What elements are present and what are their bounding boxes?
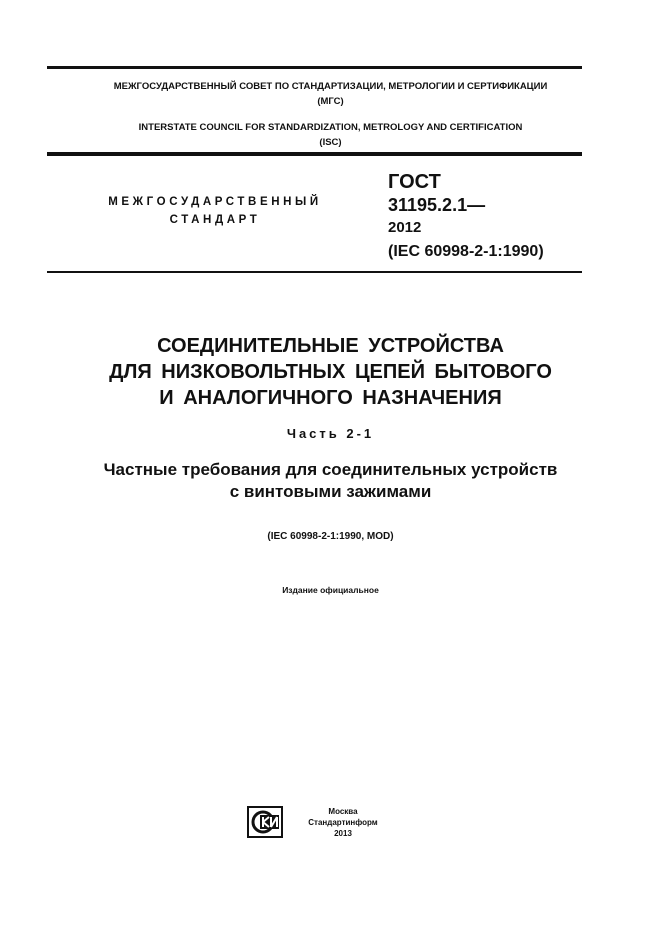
iec-mod-reference: (IEC 60998-2-1:1990, MOD) (267, 531, 394, 542)
publisher-name: Стандартинформ (308, 818, 378, 827)
standartinform-logo (247, 806, 283, 838)
council-en-abbr: (ISC) (319, 137, 342, 148)
standard-type-line1: МЕЖГОСУДАРСТВЕННЫЙ (108, 196, 322, 208)
gost-iec-reference: (IEC 60998-2-1:1990) (388, 243, 544, 260)
designation-rule (47, 271, 582, 273)
header-rule (47, 152, 582, 156)
gost-year: 2012 (388, 219, 422, 236)
gost-number: 31195.2.1— (388, 195, 486, 215)
council-ru: МЕЖГОСУДАРСТВЕННЫЙ СОВЕТ ПО СТАНДАРТИЗАЦИИ, МЕТРОЛОГИИ И СЕРТИФИКАЦИИ (113, 81, 548, 92)
gost-label: ГОСТ (388, 171, 441, 193)
council-en: INTERSTATE COUNCIL FOR STANDARDIZATION, METROLOGY AND CERTIFICATION (138, 122, 523, 133)
part-number: Часть 2-1 (286, 426, 375, 441)
publisher-year: 2013 (334, 829, 352, 838)
top-rule (47, 66, 582, 69)
subtitle-line2: с винтовыми зажимами (229, 482, 432, 501)
publisher-city: Москва (328, 807, 358, 816)
subtitle-line1: Частные требования для соединительных устройств (103, 460, 558, 479)
standard-type-line2: СТАНДАРТ (169, 214, 261, 226)
publisher-block (296, 806, 390, 839)
title-line3: И АНАЛОГИЧНОГО НАЗНАЧЕНИЯ (159, 387, 502, 409)
title-line1: СОЕДИНИТЕЛЬНЫЕ УСТРОЙСТВА (157, 335, 504, 357)
council-ru-abbr: (МГС) (317, 96, 344, 107)
title-line2: ДЛЯ НИЗКОВОЛЬТНЫХ ЦЕПЕЙ БЫТОВОГО (109, 361, 552, 383)
official-edition: Издание официальное (282, 585, 379, 595)
